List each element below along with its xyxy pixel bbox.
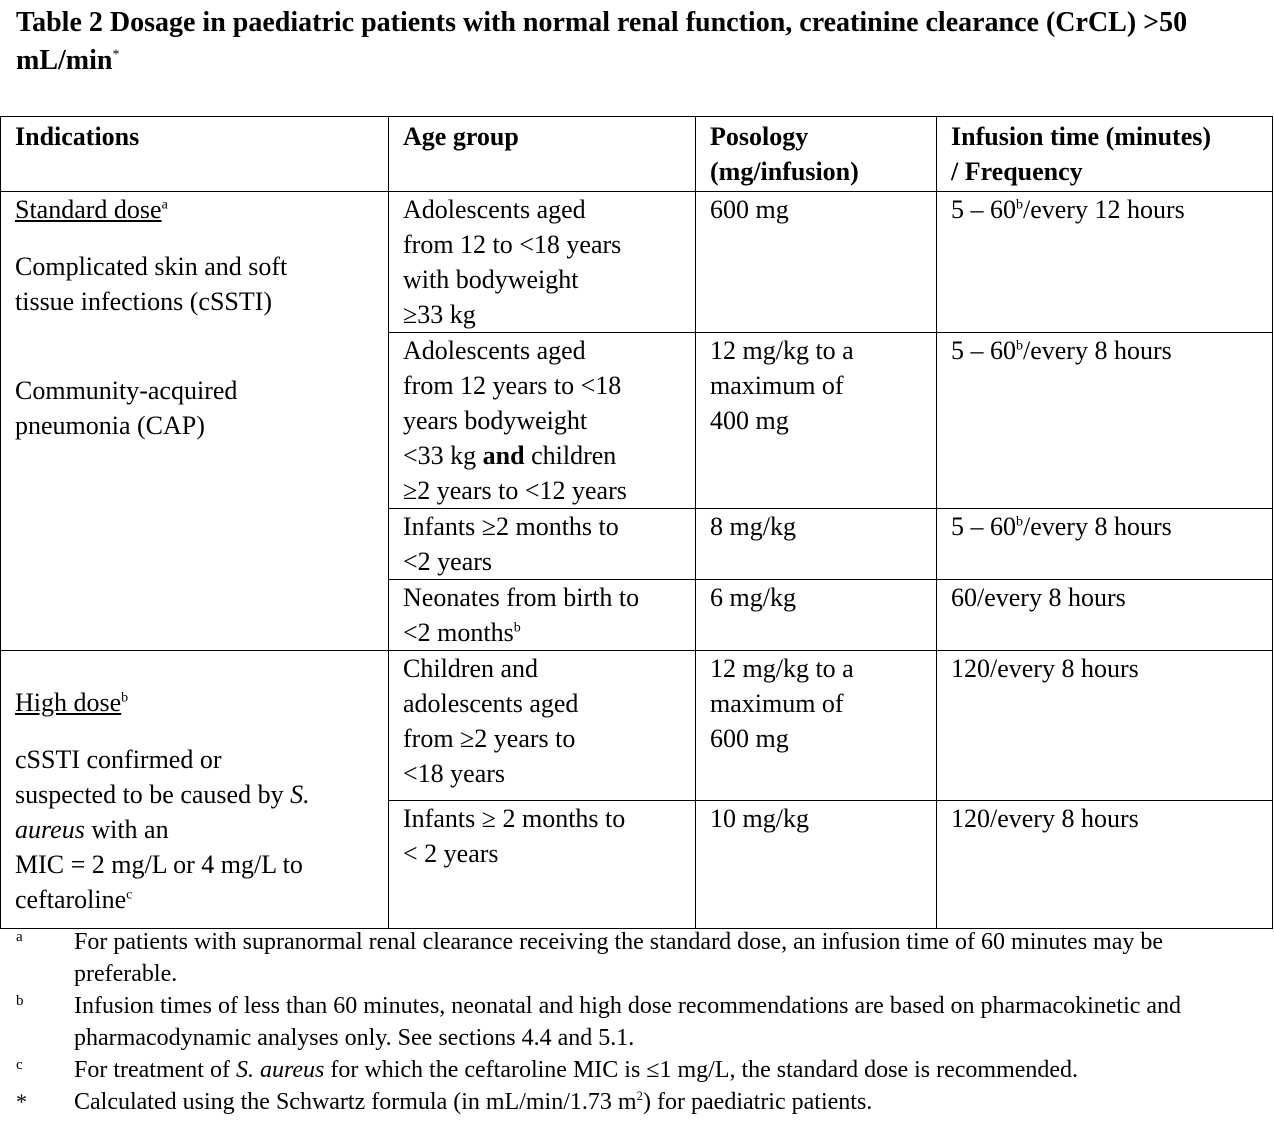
- footnote-marker: c: [16, 1057, 23, 1073]
- infusion-cell: 120/every 8 hours: [937, 651, 1273, 801]
- infusion-cell: 5 – 60$^b$/every 8 hours: [937, 509, 1273, 580]
- infusion-cell: 60/every 8 hours: [937, 580, 1273, 651]
- posology-cell: 12 mg/kg to a maximum of 600 mg: [696, 651, 937, 801]
- footnotes: [16, 926, 1256, 1118]
- infusion-cell: 5 – 60$^b$/every 12 hours: [937, 192, 1273, 333]
- posology-cell: 12 mg/kg to a maximum of 400 mg: [696, 333, 937, 509]
- table-row: [1, 651, 1273, 801]
- title-footnote-mark: *: [112, 47, 120, 63]
- table-row: [1, 192, 1273, 333]
- dosage-table: [0, 116, 1273, 929]
- footnote-marker: b: [16, 993, 24, 1009]
- footnote-marker: *: [16, 1089, 27, 1114]
- infusion-cell: 120/every 8 hours: [937, 801, 1273, 929]
- header-indications: Indications: [1, 117, 389, 192]
- age-group-cell: Children and adolescents aged from ≥2 years to <18 years: [389, 651, 696, 801]
- posology-cell: 8 mg/kg: [696, 509, 937, 580]
- header-row: [1, 117, 1273, 192]
- age-group-cell: Adolescents aged from 12 years to <18 years bodyweight <33 kg and children ≥2 years to <12 years: [389, 333, 696, 509]
- posology-cell: 10 mg/kg: [696, 801, 937, 929]
- posology-cell: 6 mg/kg: [696, 580, 937, 651]
- infusion-cell: 5 – 60$^b$/every 8 hours: [937, 333, 1273, 509]
- footnote-c: c For treatment of S. aureus for which the ceftaroline MIC is ≤1 mg/L, the standard dose is recommended.: [16, 1054, 1256, 1086]
- footnote-b: b Infusion times of less than 60 minutes, neonatal and high dose recommendations are based on pharmacokinetic and pharmacodynamic analyses only. See sections 4.4 and 5.1.: [16, 990, 1256, 1054]
- footnote-a: a For patients with supranormal renal clearance receiving the standard dose, an infusion time of 60 minutes may be preferable.: [16, 926, 1256, 990]
- header-infusion-time: Infusion time (minutes) / Frequency: [937, 117, 1273, 192]
- header-posology: Posology (mg/infusion): [696, 117, 937, 192]
- table-title: Table 2 Dosage in paediatric patients with normal renal function, creatinine clearance (CrCL) >50 mL/min*: [16, 7, 1188, 76]
- standard-dose-heading: Standard dose: [15, 195, 162, 224]
- header-age-group: Age group: [389, 117, 696, 192]
- age-group-cell: Neonates from birth to <2 months$^b$: [389, 580, 696, 651]
- standard-dose-indications: Standard dose$^a$ Complicated skin and soft tissue infections (cSSTI) Community-acquired pneumonia (CAP): [1, 192, 389, 651]
- age-group-cell: Infants ≥ 2 months to < 2 years: [389, 801, 696, 929]
- posology-cell: 600 mg: [696, 192, 937, 333]
- high-dose-heading: High dose: [15, 688, 122, 717]
- footnote-star: * Calculated using the Schwartz formula (in mL/min/1.73 $m^2$) for paediatric patients.: [16, 1086, 1256, 1118]
- age-group-cell: Infants ≥2 months to <2 years: [389, 509, 696, 580]
- high-dose-indications: High dose$^b$ cSSTI confirmed or suspected to be caused by S. aureus with an MIC = 2 mg/L or 4 mg/L to ceftaroline$^c$: [1, 651, 389, 929]
- footnote-marker: a: [16, 929, 23, 945]
- age-group-cell: Adolescents aged from 12 to <18 years with bodyweight ≥33 kg: [389, 192, 696, 333]
